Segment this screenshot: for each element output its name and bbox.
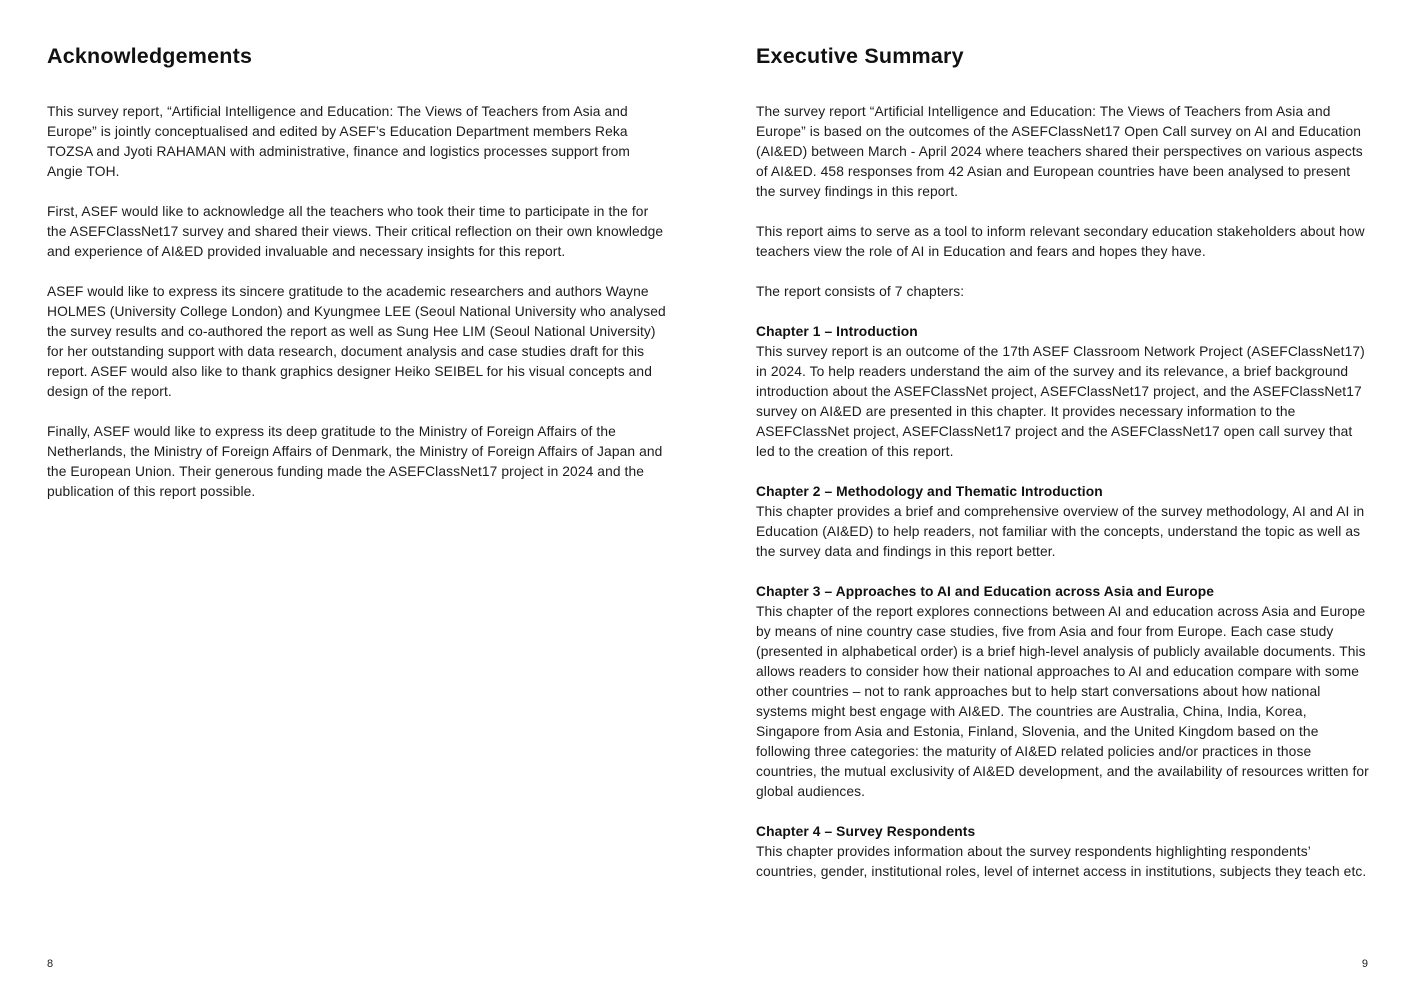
chapter-3-body: This chapter of the report explores connections between AI and education across Asia and Europe by means of nine country case studies, five from Asia and four from Europe. Each case study (presented in alphabetical order) is a brief high-level analysis of publicly available documents. This allows readers to consider how their national approaches to AI and education compare with some other countries – not to rank approaches but to help start conversations about how national systems might best engage with AI&ED. The countries are Australia, China, India, Korea, Singapore from Asia and Estonia, Finland, Slovenia, and the United Kingdom based on the following three categories: the maturity of AI&ED related policies and/or practices in those countries, the mutual exclusivity of AI&ED development, and the availability of resources written for global audiences. bbox=[756, 604, 1369, 799]
chapter-1-heading: Chapter 1 – Introduction bbox=[756, 324, 918, 339]
page-executive-summary bbox=[756, 44, 1372, 902]
page-number-left: 8 bbox=[47, 958, 54, 970]
acknowledgements-paragraph-3: ASEF would like to express its sincere gratitude to the academic researchers and authors Wayne HOLMES (University College London) and Kyungmee LEE (Seoul National University who analysed the survey results and co-authored the report as well as Sung Hee LIM (Seoul National University) for her outstanding support with data research, document analysis and case studies draft for this report. ASEF would also like to thank graphics designer Heiko SEIBEL for his visual concepts and design of the report. bbox=[47, 284, 666, 399]
executive-summary-paragraph-2: This report aims to serve as a tool to inform relevant secondary education stakeholders about how teachers view the role of AI in Education and fears and hopes they have. bbox=[756, 224, 1365, 259]
acknowledgements-paragraph-4: Finally, ASEF would like to express its deep gratitude to the Ministry of Foreign Affairs of the Netherlands, the Ministry of Foreign Affairs of Denmark, the Ministry of Foreign Affairs of Japan and the European Union. Their generous funding made the ASEFClassNet17 project in 2024 and the publication of this report possible. bbox=[47, 424, 663, 499]
chapter-1-block bbox=[756, 322, 1372, 462]
chapter-3-heading: Chapter 3 – Approaches to AI and Education across Asia and Europe bbox=[756, 584, 1215, 599]
page-acknowledgements bbox=[47, 44, 667, 522]
acknowledgements-paragraph-2: First, ASEF would like to acknowledge all the teachers who took their time to participate in the for the ASEFClassNet17 survey and shared their views. Their critical reflection on their own knowledge and experience of AI&ED provided invaluable and necessary insights for this report. bbox=[47, 204, 664, 259]
executive-summary-paragraph-3: The report consists of 7 chapters: bbox=[756, 284, 965, 299]
page-number-right: 9 bbox=[1361, 958, 1368, 970]
chapter-3-block bbox=[756, 582, 1372, 802]
executive-summary-paragraph-1: The survey report “Artificial Intelligence and Education: The Views of Teachers from Asia and Europe” is based on the outcomes of the ASEFClassNet17 Open Call survey on AI and Education (AI&ED) between March - April 2024 where teachers shared their perspectives on various aspects of AI&ED. 458 responses from 42 Asian and European countries have been analysed to present the survey findings in this report. bbox=[756, 104, 1363, 199]
acknowledgements-paragraph-1: This survey report, “Artificial Intelligence and Education: The Views of Teachers from Asia and Europe” is jointly conceptualised and edited by ASEF’s Education Department members Reka TOZSA and Jyoti RAHAMAN with administrative, finance and logistics processes support from Angie TOH. bbox=[47, 104, 630, 179]
chapter-2-block bbox=[756, 482, 1372, 562]
chapter-1-body: This survey report is an outcome of the 17th ASEF Classroom Network Project (ASEFClassNet17) in 2024. To help readers understand the aim of the survey and its relevance, a brief background introduction about the ASEFClassNet project, ASEFClassNet17 project, and the ASEFClassNet17 survey on AI&ED are presented in this chapter. It provides necessary information to the ASEFClassNet project, ASEFClassNet17 project and the ASEFClassNet17 open call survey that led to the creation of this report. bbox=[756, 344, 1365, 459]
executive-summary-title: Executive Summary bbox=[756, 44, 964, 68]
acknowledgements-title: Acknowledgements bbox=[47, 44, 253, 68]
chapter-4-block bbox=[756, 822, 1372, 882]
chapter-2-body: This chapter provides a brief and comprehensive overview of the survey methodology, AI and AI in Education (AI&ED) to help readers, not familiar with the concepts, understand the topic as well as the survey data and findings in this report better. bbox=[756, 504, 1365, 559]
chapter-4-heading: Chapter 4 – Survey Respondents bbox=[756, 824, 976, 839]
chapter-2-heading: Chapter 2 – Methodology and Thematic Introduction bbox=[756, 484, 1103, 499]
chapter-4-body: This chapter provides information about the survey respondents highlighting respondents’ countries, gender, institutional roles, level of internet access in institutions, subjects they teach etc. bbox=[756, 844, 1367, 879]
